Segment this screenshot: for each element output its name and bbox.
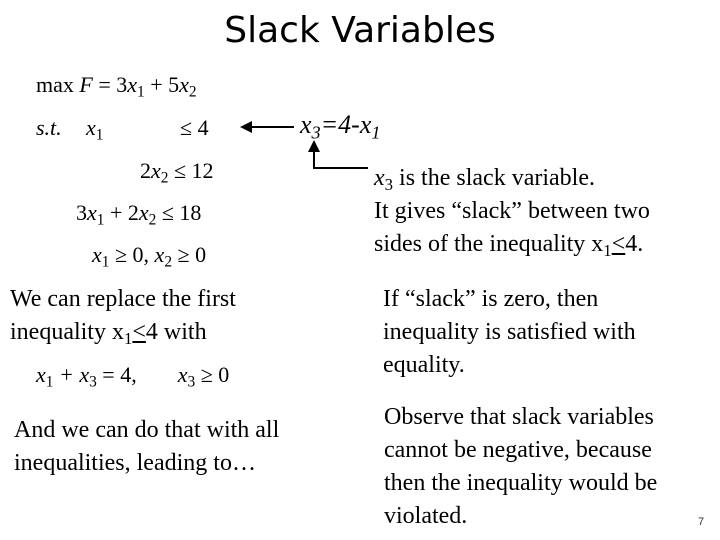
right-paragraph-2	[384, 401, 714, 533]
c3-x1: x	[87, 200, 97, 225]
constraint-1-rel: ≤ 4	[180, 115, 209, 140]
objective-x2: x	[179, 72, 189, 97]
max-keyword: max	[36, 72, 74, 97]
objective-plus: + 5	[150, 72, 180, 97]
explain-line-3	[374, 228, 714, 261]
c2-rel: ≤ 12	[173, 158, 214, 183]
objective-eq: = 3	[98, 72, 128, 97]
st-text: s.t.	[36, 115, 62, 140]
page-number: 7	[698, 516, 705, 528]
c3-rel: ≤ 18	[161, 200, 202, 225]
eq-x1: x	[36, 362, 46, 387]
right-p2-line-4: violated.	[384, 503, 468, 529]
c2-x: x	[151, 158, 161, 183]
eq-rel: ≥ 0	[200, 362, 230, 387]
c4-x2: x	[154, 242, 165, 267]
c2-sub: 2	[160, 169, 169, 187]
c4-x1: x	[92, 242, 102, 267]
explain-x: x	[374, 165, 385, 191]
objective-var: F	[79, 72, 93, 97]
x3-definition	[300, 110, 381, 143]
right-paragraph-1	[383, 283, 713, 382]
explain-line-3-leq: <	[611, 231, 626, 257]
explain-line-3-sub: 1	[603, 241, 612, 261]
c3-x2: x	[138, 200, 149, 225]
slide-title: Slack Variables	[224, 10, 496, 51]
x3-def-sub: 3	[311, 122, 321, 143]
right-p1-line-2: inequality is satisfied with	[383, 319, 636, 345]
c1-sub: 1	[95, 126, 104, 144]
left-p1-line-2-post: 4 with	[145, 319, 207, 345]
left-p1-line-1: We can replace the first	[10, 286, 236, 312]
c3-sub1: 1	[96, 211, 105, 229]
left-arrow	[240, 121, 294, 133]
c4-sub1: 1	[101, 253, 110, 271]
left-paragraph-2	[14, 414, 364, 480]
slack-equation	[36, 362, 230, 391]
left-p1-line-2-leq: <	[132, 319, 146, 345]
c4-rel2: ≥ 0	[177, 242, 207, 267]
bracket-arrow	[308, 140, 368, 168]
eq-sub3b: 3	[187, 373, 196, 391]
objective-x1: x	[127, 72, 138, 97]
eq-plus-x3: + x	[58, 362, 90, 387]
x3-def-rest: =4-x	[320, 110, 372, 139]
explain-line-2: It gives “slack” between two	[374, 198, 650, 224]
right-p2-line-3: then the inequality would be	[384, 470, 658, 496]
right-p2-line-1: Observe that slack variables	[384, 404, 654, 430]
left-paragraph-1	[10, 283, 360, 349]
c3-sub2: 2	[148, 211, 157, 229]
left-p2-line-2: inequalities, leading to…	[14, 450, 256, 476]
explain-x-sub: 3	[384, 175, 394, 195]
explain-line-3-post: 4.	[625, 231, 644, 257]
right-p2-line-2: cannot be negative, because	[384, 437, 652, 463]
slack-explanation	[374, 162, 714, 261]
explain-line-1-text: is the slack variable.	[393, 165, 595, 191]
x3-def-x: x	[300, 110, 312, 139]
right-p1-line-3: equality.	[383, 352, 465, 378]
x3-def-sub1: 1	[371, 122, 381, 143]
c4-rel1: ≥ 0,	[114, 242, 150, 267]
left-p1-line-2-sub: 1	[123, 329, 133, 349]
objective-x2-sub: 2	[188, 83, 197, 101]
explain-line-1	[374, 162, 714, 195]
c4-sub2: 2	[164, 253, 173, 271]
eq-equals: = 4,	[102, 362, 137, 387]
right-p1-line-1: If “slack” is zero, then	[383, 286, 599, 312]
eq-sub1: 1	[45, 373, 54, 391]
eq-x3: x	[177, 362, 188, 387]
c3-plus: + 2	[109, 200, 139, 225]
left-p1-line-2	[10, 316, 360, 349]
c2-coef: 2	[140, 158, 151, 183]
explain-line-3-pre: sides of the inequality x	[374, 231, 604, 257]
eq-sub3: 3	[89, 373, 97, 391]
c1-x: x	[86, 115, 96, 140]
left-p2-line-1: And we can do that with all	[14, 417, 280, 443]
objective-x1-sub: 1	[137, 83, 145, 101]
c3-coef1: 3	[76, 200, 87, 225]
left-p1-line-2-pre: inequality x	[10, 319, 124, 345]
